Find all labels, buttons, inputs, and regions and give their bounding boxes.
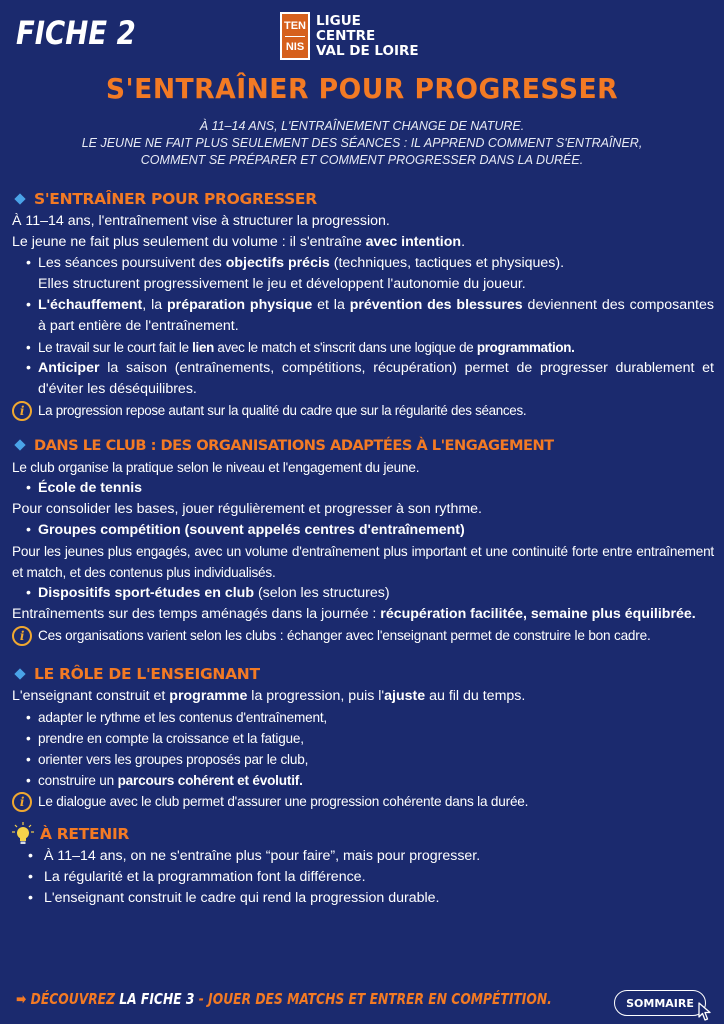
section-title xyxy=(12,822,714,846)
info-text: Ces organisations varient selon les clubs : échanger avec l'enseignant permet de construire le bon cadre. xyxy=(38,628,651,643)
intro-line: LE JEUNE NE FAIT PLUS SEULEMENT DES SÉANCES : IL APPREND COMMENT S'ENTRAÎNER, xyxy=(81,136,643,150)
text: adapter le rythme et les contenus d'entraînement, xyxy=(38,710,328,725)
bullet-icon: • xyxy=(26,480,31,496)
list-item xyxy=(12,846,714,867)
sommaire-button[interactable]: SOMMAIRE xyxy=(614,990,706,1016)
bold-text: L'échauffement xyxy=(38,297,143,313)
intro-line: À 11–14 ANS, L'ENTRAÎNEMENT CHANGE DE NATURE. xyxy=(199,119,525,133)
list-item xyxy=(12,583,714,604)
logo-text xyxy=(316,14,419,59)
list-item xyxy=(12,749,714,770)
paragraph xyxy=(12,686,714,707)
section-title xyxy=(12,187,714,211)
bold-text: préparation physique xyxy=(167,297,313,313)
bullet-icon: • xyxy=(26,340,31,355)
text: construire un xyxy=(38,773,118,788)
info-text: Le dialogue avec le club permet d'assurer une progression cohérente dans la durée. xyxy=(38,794,529,809)
intro-line: COMMENT SE PRÉPARER ET COMMENT PROGRESSER DANS LA DURÉE. xyxy=(140,153,584,167)
logo-box-top: TEN xyxy=(284,19,306,32)
bullet-icon: • xyxy=(28,848,33,864)
info-text: La progression repose autant sur la qualité du cadre que sur la régularité des séances. xyxy=(38,403,527,418)
bold-text: programmation. xyxy=(476,340,575,355)
section-title xyxy=(12,662,714,686)
text: . xyxy=(461,234,466,250)
logo-box-bottom: NIS xyxy=(285,40,305,53)
bold-text: lien xyxy=(192,340,215,355)
list-item xyxy=(12,358,714,400)
bullet-icon: • xyxy=(26,360,31,376)
diamond-icon xyxy=(14,193,25,204)
info-icon: i xyxy=(12,792,32,812)
bullet-icon: • xyxy=(26,773,31,788)
list-item xyxy=(12,707,714,728)
info-icon: i xyxy=(12,626,32,646)
text: (techniques, tactiques et physiques). xyxy=(329,255,565,271)
text: et la xyxy=(312,297,350,313)
list-item xyxy=(12,770,714,791)
footer-discover: DÉCOUVREZ xyxy=(30,990,116,1008)
list-item xyxy=(12,888,714,909)
section-title xyxy=(12,433,714,457)
section-title-text: S'ENTRAÎNER POUR PROGRESSER xyxy=(34,190,317,208)
text: (selon les structures) xyxy=(254,585,390,601)
lightbulb-icon xyxy=(12,822,34,846)
text: Elles structurent progressivement le jeu et développent l'autonomie du joueur. xyxy=(38,276,526,292)
bullet-icon: • xyxy=(28,890,33,906)
text: la saison (entraînements, compétitions, récupération) permet de progresser durablement et d'éviter les déséquilibres. xyxy=(38,360,714,397)
pointer-cursor-icon xyxy=(698,1002,712,1024)
bullet-icon: • xyxy=(26,255,31,271)
bullet-icon: • xyxy=(26,522,31,538)
text: , la xyxy=(142,297,168,313)
info-note xyxy=(12,625,714,646)
text: L'enseignant construit le cadre qui rend la progression durable. xyxy=(44,890,440,906)
text: L'enseignant construit et xyxy=(12,688,170,704)
logo-line: LIGUE xyxy=(316,13,361,29)
info-note xyxy=(12,400,714,421)
text: avec le match et s'inscrit dans une logique de xyxy=(214,340,477,355)
arrow-right-icon: ➡ xyxy=(16,990,27,1008)
text: prendre en compte la croissance et la fatigue, xyxy=(38,731,304,746)
fiche-number: FICHE 2 xyxy=(16,14,136,52)
footer-fiche: LA FICHE 3 xyxy=(119,990,195,1008)
bullet-icon: • xyxy=(26,297,31,313)
bold-text: ajuste xyxy=(384,688,426,704)
text: Le jeune ne fait plus seulement du volume : il s'entraîne xyxy=(12,234,366,250)
text: orienter vers les groupes proposés par le club, xyxy=(38,752,309,767)
intro-text xyxy=(0,118,724,169)
content xyxy=(12,187,714,909)
logo-separator xyxy=(285,36,305,37)
paragraph: Pour consolider les bases, jouer régulièrement et progresser à son rythme. xyxy=(12,501,482,517)
list-item xyxy=(12,478,714,499)
paragraph: À 11–14 ans, l'entraînement vise à structurer la progression. xyxy=(12,213,390,229)
info-icon: i xyxy=(12,401,32,421)
footer-rest: - JOUER DES MATCHS ET ENTRER EN COMPÉTITION. xyxy=(198,990,552,1008)
section-title-text: DANS LE CLUB : DES ORGANISATIONS ADAPTÉES À L'ENGAGEMENT xyxy=(34,436,554,454)
bullet-icon: • xyxy=(26,731,31,746)
paragraph: Pour les jeunes plus engagés, avec un volume d'entraînement plus important et une continuité forte entre entraînement et match, et des contenus plus individualisés. xyxy=(12,544,714,580)
bold-text: récupération facilitée, semaine plus équilibrée. xyxy=(380,606,696,622)
text: Les séances poursuivent des xyxy=(38,255,226,271)
bullet-icon: • xyxy=(26,752,31,767)
logo-line: CENTRE xyxy=(316,28,376,44)
paragraph xyxy=(12,232,714,253)
list-item xyxy=(12,728,714,749)
list-item xyxy=(12,295,714,337)
bullet-icon: • xyxy=(28,869,33,885)
list-item xyxy=(12,520,714,541)
list-item xyxy=(12,337,714,358)
logo-line: VAL DE LOIRE xyxy=(316,43,419,59)
bold-text: Dispositifs sport-études en club xyxy=(38,585,254,601)
text: Entraînements sur des temps aménagés dans la journée : xyxy=(12,606,381,622)
bold-text: parcours cohérent et évolutif. xyxy=(117,773,303,788)
bold-text: objectifs précis xyxy=(225,255,330,271)
bullet-icon: • xyxy=(26,585,31,601)
text: Le travail sur le court fait le xyxy=(38,340,193,355)
bold-text: avec intention xyxy=(365,234,462,250)
text: deviennent des composantes à part entière de l'entraînement. xyxy=(38,297,714,334)
text: La régularité et la programmation font la différence. xyxy=(44,869,366,885)
bold-text: Groupes compétition (souvent appelés centres d'entraînement) xyxy=(38,522,465,538)
next-fiche-link[interactable] xyxy=(16,990,552,1008)
diamond-icon xyxy=(14,439,25,450)
bullet-icon: • xyxy=(26,710,31,725)
paragraph: Le club organise la pratique selon le niveau et l'engagement du jeune. xyxy=(12,460,420,475)
diamond-icon xyxy=(14,668,25,679)
bold-text: Anticiper xyxy=(38,360,100,376)
section-title-text: À RETENIR xyxy=(40,825,130,843)
text: À 11–14 ans, on ne s'entraîne plus “pour faire”, mais pour progresser. xyxy=(44,848,481,864)
bold-text: École de tennis xyxy=(38,480,143,496)
bold-text: programme xyxy=(169,688,248,704)
list-item xyxy=(12,867,714,888)
text: au fil du temps. xyxy=(425,688,526,704)
bold-text: prévention des blessures xyxy=(349,297,523,313)
section-title-text: LE RÔLE DE L'ENSEIGNANT xyxy=(34,665,260,683)
tennis-logo-icon xyxy=(280,12,310,60)
page-title: S'ENTRAÎNER POUR PROGRESSER xyxy=(105,72,619,105)
league-logo xyxy=(280,12,419,60)
text: la progression, puis l' xyxy=(247,688,385,704)
info-note xyxy=(12,791,714,812)
list-item xyxy=(12,253,714,295)
paragraph xyxy=(12,604,714,625)
